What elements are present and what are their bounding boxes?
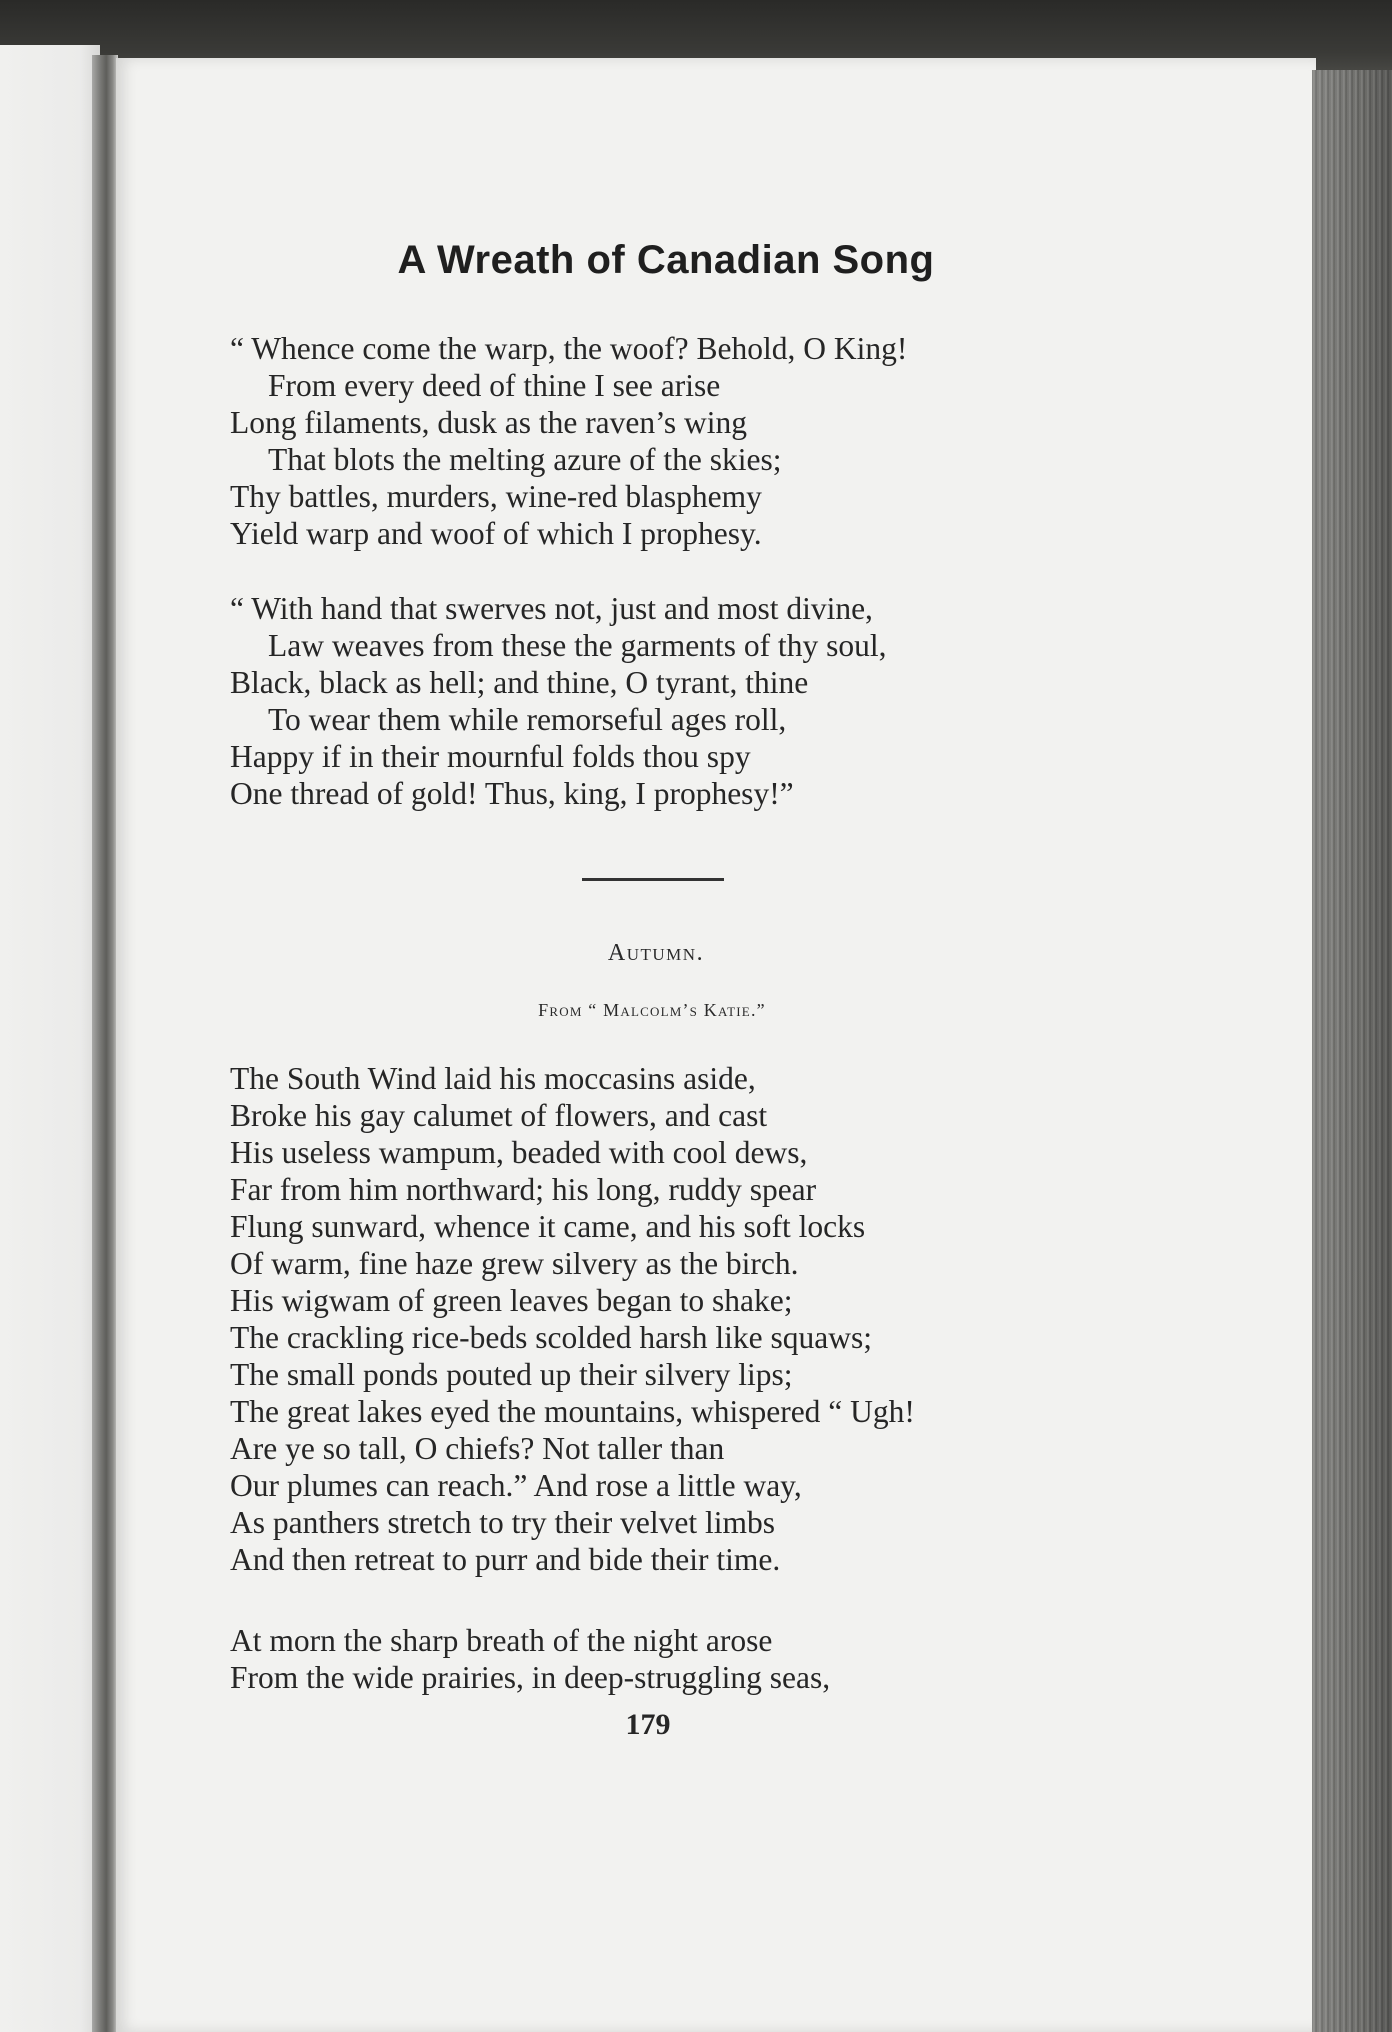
- poem-line: The South Wind laid his moccasins aside,: [230, 1061, 756, 1096]
- poem-line: That blots the melting azure of the skies;: [268, 442, 782, 477]
- poem-title: Autumn.: [607, 940, 705, 966]
- poem-line: One thread of gold! Thus, king, I prophesy!”: [230, 776, 794, 811]
- poem-line: The crackling rice-beds scolded harsh like squaws;: [230, 1320, 873, 1355]
- poem-line: Yield warp and woof of which I prophesy.: [230, 516, 762, 551]
- poem-line: Are ye so tall, O chiefs? Not taller than: [230, 1431, 725, 1466]
- poem-line: Our plumes can reach.” And rose a little way,: [230, 1468, 802, 1503]
- poem-line: Broke his gay calumet of flowers, and cast: [230, 1098, 768, 1133]
- poem-line: Of warm, fine haze grew silvery as the birch.: [230, 1246, 799, 1281]
- poem-line: The small ponds pouted up their silvery lips;: [230, 1357, 793, 1392]
- poem-line: And then retreat to purr and bide their time.: [230, 1542, 781, 1577]
- stanza: [230, 330, 907, 552]
- stanza: [230, 590, 886, 812]
- poem-line: At morn the sharp breath of the night arose: [230, 1623, 773, 1658]
- poem-line: Far from him northward; his long, ruddy spear: [230, 1172, 817, 1207]
- running-head: A Wreath of Canadian Song: [397, 238, 935, 282]
- poem-line: The great lakes eyed the mountains, whispered “ Ugh!: [230, 1394, 915, 1429]
- book-gutter: [92, 55, 118, 2032]
- poem-line: “ Whence come the warp, the woof? Behold, O King!: [230, 331, 908, 366]
- poem-line: Long filaments, dusk as the raven’s wing: [230, 405, 748, 440]
- poem-line: Thy battles, murders, wine-red blasphemy: [230, 479, 762, 514]
- poem-line: From every deed of thine I see arise: [268, 368, 721, 403]
- poem-line: From the wide prairies, in deep-struggling seas,: [230, 1660, 831, 1695]
- poem-source: From “ Malcolm’s Katie.”: [538, 1000, 766, 1020]
- section-divider-rule: [582, 878, 724, 881]
- poem-line: His wigwam of green leaves began to shake;: [230, 1283, 793, 1318]
- stanza: [230, 1622, 830, 1696]
- poem-line: Black, black as hell; and thine, O tyrant, thine: [230, 665, 809, 700]
- page-number: 179: [625, 1708, 671, 1741]
- page-block-shade: [1312, 70, 1392, 2032]
- poem-line: Flung sunward, whence it came, and his soft locks: [230, 1209, 866, 1244]
- poem-line: His useless wampum, beaded with cool dews,: [230, 1135, 808, 1170]
- poem-line: As panthers stretch to try their velvet limbs: [230, 1505, 776, 1540]
- facing-page-edge: [0, 45, 100, 2032]
- poem-line: To wear them while remorseful ages roll,: [268, 702, 787, 737]
- stanza: [230, 1060, 915, 1578]
- poem-line: Happy if in their mournful folds thou spy: [230, 739, 751, 774]
- poem-line: “ With hand that swerves not, just and most divine,: [230, 591, 873, 626]
- poem-line: Law weaves from these the garments of thy soul,: [268, 628, 887, 663]
